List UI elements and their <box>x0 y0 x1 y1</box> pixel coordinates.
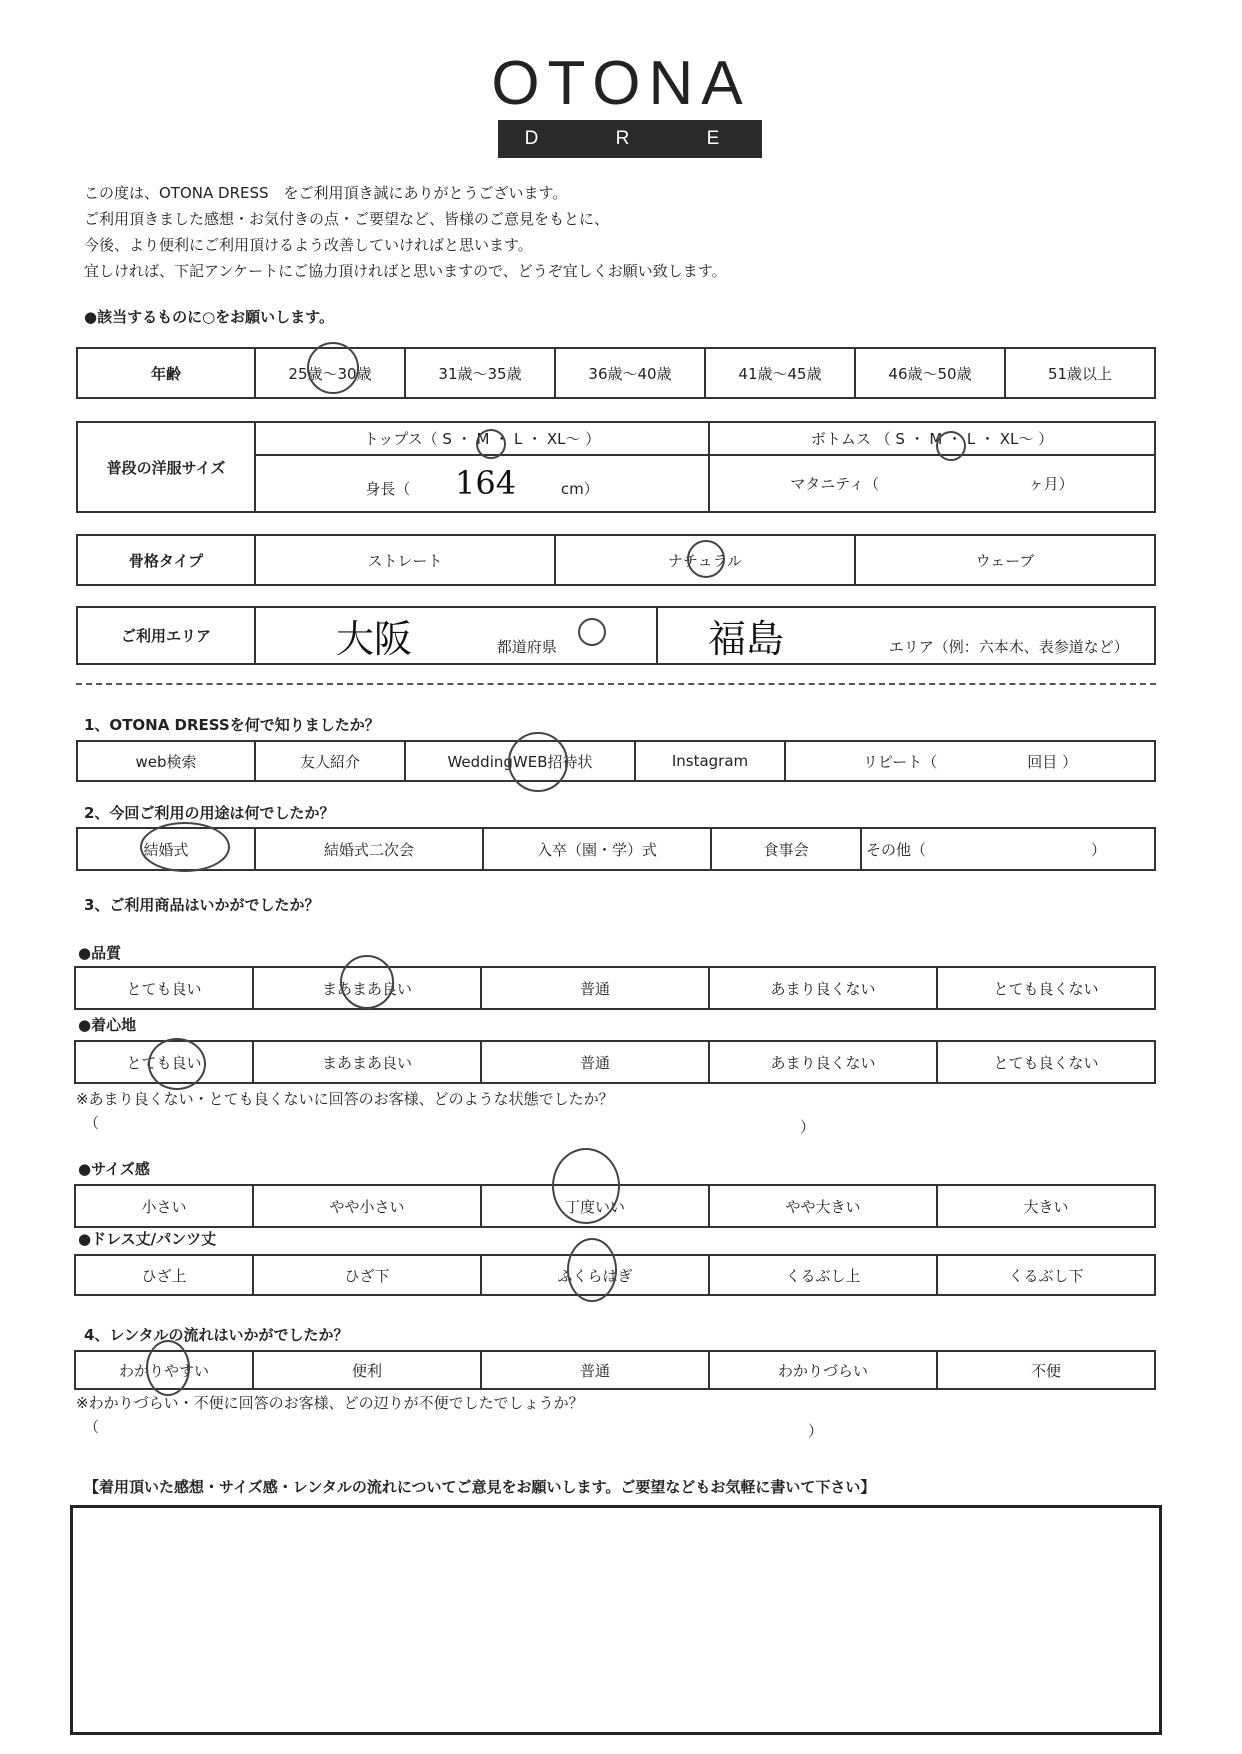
fit-option[interactable]: 丁度いい <box>481 1185 709 1227</box>
quality-option[interactable]: とても良い <box>75 967 253 1009</box>
frame-option[interactable]: ナチュラル <box>555 535 855 585</box>
q1-option[interactable]: web検索 <box>77 741 255 781</box>
age-option[interactable]: 41歳〜45歳 <box>705 348 855 398</box>
area-label: ご利用エリア <box>77 607 255 664</box>
q2-table <box>76 827 1156 871</box>
q4-option[interactable]: わかりづらい <box>709 1351 937 1389</box>
area-cell <box>657 607 1155 664</box>
q4-paren-open: （ <box>84 1418 100 1436</box>
area-suffix: エリア（例：六本木、表参道など） <box>888 638 1129 656</box>
length-label: ●ドレス丈/パンツ丈 <box>78 1230 217 1248</box>
comfort-paren-close: ） <box>800 1118 816 1136</box>
comfort-table <box>74 1040 1156 1084</box>
q4-title: 4、レンタルの流れはいかがでしたか？ <box>84 1326 349 1344</box>
area-table <box>76 606 1156 665</box>
q1-option[interactable]: Instagram <box>635 741 785 781</box>
quality-option[interactable]: とても良くない <box>937 967 1155 1009</box>
age-option[interactable]: 25歳〜30歳 <box>255 348 405 398</box>
brand-logo: OTONA <box>491 49 751 118</box>
quality-option[interactable]: 普通 <box>481 967 709 1009</box>
pref-suffix: 都道府県 <box>496 638 557 656</box>
age-option[interactable]: 51歳以上 <box>1005 348 1155 398</box>
q2-option[interactable]: 結婚式 <box>77 828 255 870</box>
fit-option[interactable]: やや大きい <box>709 1185 937 1227</box>
instruction: ●該当するものに○をお願いします。 <box>84 308 334 326</box>
q2-option[interactable]: 結婚式二次会 <box>255 828 483 870</box>
age-table <box>76 347 1156 399</box>
height-unit: cm） <box>560 480 599 499</box>
intro-line: この度は、OTONA DRESS をご利用頂き誠にありがとうございます。 <box>84 184 568 202</box>
brand-sub-bar: D R E S S <box>498 120 762 158</box>
q4-option[interactable]: わかりやすい <box>75 1351 253 1389</box>
q2-option[interactable]: 入卒（園・学）式 <box>483 828 711 870</box>
q1-option[interactable]: 友人紹介 <box>255 741 405 781</box>
height-label: 身長（ <box>365 480 411 499</box>
bottoms-size[interactable]: ボトムス （ S ・ M ・ L ・ XL〜 ） <box>709 422 1155 455</box>
fit-label: ●サイズ感 <box>78 1160 150 1178</box>
age-label: 年齢 <box>77 348 255 398</box>
height-value[interactable]: 164 <box>455 464 517 503</box>
frame-option[interactable]: ウェーブ <box>855 535 1155 585</box>
comment-box[interactable] <box>70 1505 1162 1735</box>
maternity-cell <box>709 455 1155 512</box>
length-table <box>74 1254 1156 1296</box>
length-option[interactable]: くるぶし上 <box>709 1255 937 1295</box>
q4-option[interactable]: 普通 <box>481 1351 709 1389</box>
q4-note: ※わかりづらい・不便に回答のお客様、どの辺りが不便でしたでしょうか？ <box>76 1394 584 1412</box>
comfort-paren-open: （ <box>84 1114 100 1132</box>
q4-option[interactable]: 不便 <box>937 1351 1155 1389</box>
q4-table <box>74 1350 1156 1390</box>
q1-option[interactable]: WeddingWEB招待状 <box>405 741 635 781</box>
frame-table <box>76 534 1156 586</box>
q1-option[interactable]: リピート（ 回目 ） <box>785 741 1155 781</box>
frame-option[interactable]: ストレート <box>255 535 555 585</box>
comfort-note: ※あまり良くない・とても良くないに回答のお客様、どのような状態でしたか？ <box>76 1090 614 1108</box>
tops-size[interactable]: トップス（ S ・ M ・ L ・ XL〜 ） <box>255 422 709 455</box>
area-value[interactable]: 福島 <box>708 617 785 661</box>
fit-option[interactable]: やや小さい <box>253 1185 481 1227</box>
fit-option[interactable]: 小さい <box>75 1185 253 1227</box>
quality-table <box>74 966 1156 1010</box>
length-option[interactable]: ひざ上 <box>75 1255 253 1295</box>
frame-label: 骨格タイプ <box>77 535 255 585</box>
length-option[interactable]: ひざ下 <box>253 1255 481 1295</box>
comfort-option[interactable]: とても良くない <box>937 1041 1155 1083</box>
age-option[interactable]: 46歳〜50歳 <box>855 348 1005 398</box>
pref-cell <box>255 607 657 664</box>
comfort-option[interactable]: まあまあ良い <box>253 1041 481 1083</box>
maternity-label: マタニティ（ <box>790 474 880 493</box>
q2-option[interactable]: 食事会 <box>711 828 861 870</box>
divider <box>76 683 1156 685</box>
comfort-option[interactable]: とても良い <box>75 1041 253 1083</box>
pref-value[interactable]: 大阪 <box>336 617 413 661</box>
quality-option[interactable]: あまり良くない <box>709 967 937 1009</box>
intro-line: ご利用頂きました感想・お気付きの点・ご要望など、皆様のご意見をもとに、 <box>84 210 610 228</box>
q2-title: 2、今回ご利用の用途は何でしたか？ <box>84 804 335 822</box>
length-option[interactable]: くるぶし下 <box>937 1255 1155 1295</box>
quality-option[interactable]: まあまあ良い <box>253 967 481 1009</box>
q4-paren-close: ） <box>808 1422 824 1440</box>
maternity-unit: ヶ月） <box>1028 474 1074 493</box>
comfort-option[interactable]: 普通 <box>481 1041 709 1083</box>
fit-table <box>74 1184 1156 1228</box>
q2-option[interactable]: その他（ ） <box>861 828 1155 870</box>
comment-title: 【着用頂いた感想・サイズ感・レンタルの流れについてご意見をお願いします。ご要望などもお気軽に書いて下さい】 <box>84 1478 876 1496</box>
q1-title: 1、OTONA DRESSを何で知りましたか？ <box>84 716 380 734</box>
length-option[interactable]: ふくらはぎ <box>481 1255 709 1295</box>
size-label: 普段の洋服サイズ <box>77 422 255 512</box>
q3-title: 3、ご利用商品はいかがでしたか？ <box>84 896 320 914</box>
intro-text <box>84 180 727 284</box>
q4-option[interactable]: 便利 <box>253 1351 481 1389</box>
comfort-option[interactable]: あまり良くない <box>709 1041 937 1083</box>
height-cell <box>255 455 709 512</box>
comfort-label: ●着心地 <box>78 1016 137 1034</box>
age-option[interactable]: 31歳〜35歳 <box>405 348 555 398</box>
size-table <box>76 421 1156 513</box>
age-option[interactable]: 36歳〜40歳 <box>555 348 705 398</box>
q1-table <box>76 740 1156 782</box>
fit-option[interactable]: 大きい <box>937 1185 1155 1227</box>
quality-label: ●品質 <box>78 944 122 962</box>
intro-line: 今後、より便利にご利用頂けるよう改善していければと思います。 <box>84 236 533 254</box>
intro-line: 宜しければ、下記アンケートにご協力頂ければと思いますので、どうぞ宜しくお願い致します。 <box>84 262 727 280</box>
